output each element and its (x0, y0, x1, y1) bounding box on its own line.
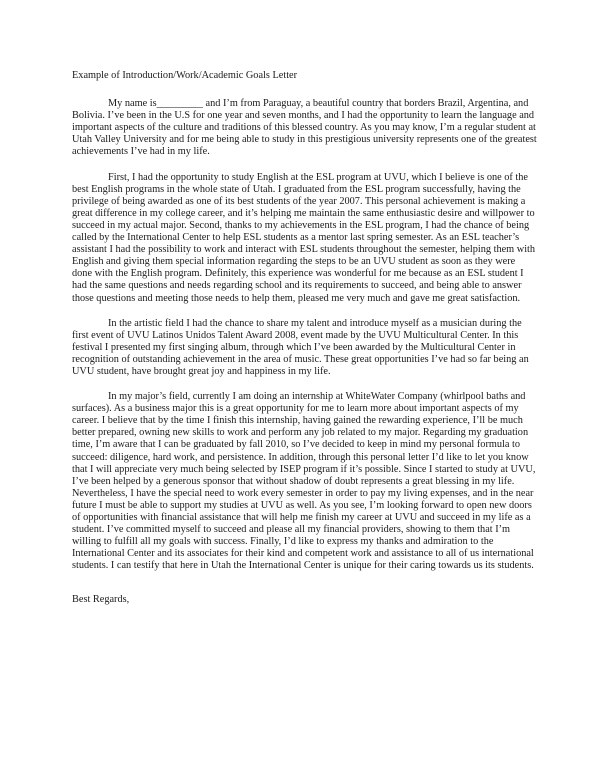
paragraph-major-field: In my major’s field, currently I am doing an internship at WhiteWater Company (whirlpool baths and surfaces). As a business major this is a great opportunity for me to learn more about important aspects of my career. I believe that by the time I finish this internship, having gained the rewarding experience, I’ll be much better prepared, owning new skills to work and perform any job related to my major. Regarding my graduation time, I’m aware that I can be graduated by fall 2010, so I’ve decided to keep in mind my personal formula to succeed: diligence, hard work, and persistence. In addition, through this personal letter I’d like to let you know that I will appreciate very much being selected by ISEP program if it’s possible. Since I started to study at UVU, I’ve been helped by a generous sponsor that without shadow of doubt represents a great blessing in my life. Nevertheless, I have the special need to work every semester in order to pay my living expenses, and in the near future I must be able to support my studies at UVU as well. As you see, I’m looking forward to open new doors of opportunities with financial assistance that will help me finish my career at UVU and succeed in my life as a student. I’ve committed myself to succeed and please all my financial providers, showing to them that I’m willing to fulfill all my goals with success. Finally, I’d like to express my thanks and admiration to the International Center and its associates for their kind and competent work and assistance to all of us international students. I can testify that here in Utah the International Center is unique for their caring towards us its students. (72, 391, 536, 572)
paragraph-artistic-field: In the artistic field I had the chance to share my talent and introduce myself as a musician during the first event of UVU Latinos Unidos Talent Award 2008, event made by the UVU Multicultural Center. In this festival I presented my first singing album, through which I’ve been awarded by the Multicultural Center in recognition of outstanding achievement in the area of music. These great opportunities I’ve had so far being an UVU student, have brought great joy and happiness in my life. (72, 317, 529, 377)
paragraph-introduction: My name is_________ and I’m from Paraguay, a beautiful country that borders Brazil, Argentina, and Bolivia. I’ve been in the U.S for one year and seven months, and I had the opportunity to learn the language and important aspects of the culture and traditions of this blessed country. As you may know, I’m a regular student at Utah Valley University and for me being able to study in this prestigious university represents one of the greatest achievements I’ve had in my life. (72, 98, 537, 158)
letter-closing: Best Regards, (72, 594, 130, 606)
letter-title: Example of Introduction/Work/Academic Goals Letter (72, 70, 298, 81)
paragraph-esl-program: First, I had the opportunity to study English at the ESL program at UVU, which I believe is one of the best English programs in the whole state of Utah. I graduated from the ESL program successfully, having the privilege of being awarded as one of its best students of the year 2007. This personal achievement is making a great difference in my college career, and it’s helping me maintain the same enthusiastic desire and willpower to succeed in my actual major. Second, thanks to my achievements in the ESL program, I had the chance of being called by the International Center to help ESL students as a mentor last spring semester. As an ESL teacher’s assistant I had the possibility to work and interact with ESL students throughout the semester, helping them with English and giving them special information regarding the steps to be an UVU student as soon as they were done with the English program. Definitely, this experience was wonderful for me because as an ESL student I had the same questions and needs regarding school and its requirements to succeed, and being able to answer those questions and meeting those needs to help them, pleased me very much and gave me great satisfaction. (72, 171, 536, 304)
letter-body (72, 70, 537, 607)
